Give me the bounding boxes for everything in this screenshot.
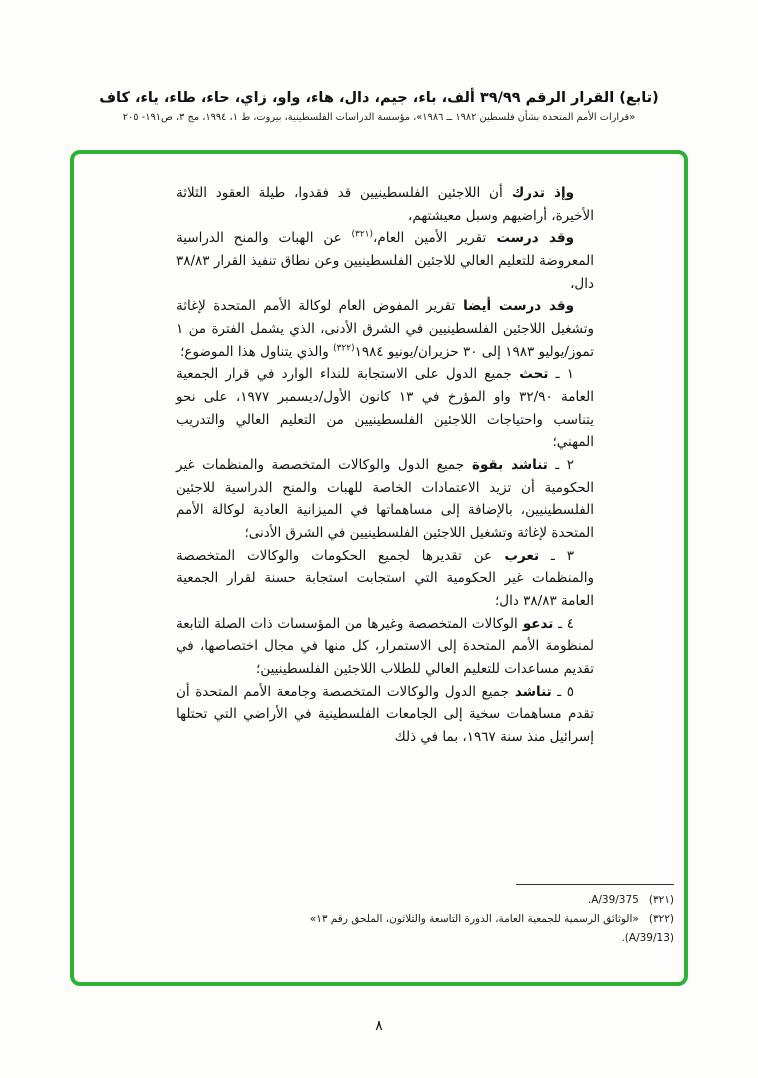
paragraph: وإذ تدرك أن اللاجئين الفلسطينيين قد فقدوا، طيلة العقود الثلاثة الأخيرة، أراضيهم وسبل معيشتهم، xyxy=(176,185,594,224)
footnote xyxy=(294,891,674,910)
resolution-title: (تابع) القرار الرقم ٣٩/٩٩ ألف، باء، جيم، دال، هاء، واو، زاي، حاء، طاء، ياء، كاف xyxy=(99,90,659,106)
paragraph: وقد درست أيضا تقرير المفوض العام لوكالة الأمم المتحدة لإغاثة وتشغيل اللاجئين الفلسطينيين في الشرق الأدنى، الذي يشمل الفترة من ١ تموز/يوليو ١٩٨٣ إلى ٣٠ حزيران/يونيو ١٩٨٤$^{(٣٢٢)}$ والذي يتناول هذا الموضوع؛ xyxy=(176,298,594,360)
footnotes-section xyxy=(294,884,674,948)
footnote-ref: (٣٢٢) xyxy=(333,343,355,354)
paragraph: ١ ـ تحث جميع الدول على الاستجابة للنداء الوارد في قرار الجمعية العامة ٣٢/٩٠ واو المؤرخ في ١٣ كانون الأول/ديسمبر ١٩٧٧، على نحو يتناسب واحتياجات اللاجئين الفلسطينيين من التعليم العالي والتدريب المهني؛ xyxy=(176,366,594,451)
paragraph: ٤ ـ تدعو الوكالات المتخصصة وغيرها من المؤسسات ذات الصلة التابعة لمنظومة الأمم المتحدة إلى الاستمرار، كل منها في مجال اختصاصها، في تقديم مساعدات للتعليم العالي للطلاب اللاجئين الفلسطينيين؛ xyxy=(176,615,594,678)
footnote-marker: (٣٢٢) xyxy=(648,913,674,926)
paragraph: ٥ ـ تناشد جميع الدول والوكالات المتخصصة وجامعة الأمم المتحدة أن تقدم مساهمات سخية إلى الجامعات الفلسطينية في الأراضي التي تحتلها إسرائيل منذ سنة ١٩٦٧، بما في ذلك xyxy=(176,683,594,746)
footnote xyxy=(294,910,674,948)
body-text xyxy=(176,182,594,749)
footnote-text: «الوثائق الرسمية للجمعية العامة، الدورة التاسعة والثلاثون، الملحق رقم ١٣» (A/39/13). xyxy=(309,913,674,945)
page-number: ٨ xyxy=(375,1018,383,1034)
paragraph: ٢ ـ تناشد بقوة جميع الدول والوكالات المتخصصة والمنظمات غير الحكومية أن تزيد الاعتمادات الخاصة للهبات والمنح الدراسية للاجئين الفلسطينيين، بالإضافة إلى مساهماتها في الميزانية العادية لوكالة الأمم المتحدة لإغاثة وتشغيل اللاجئين الفلسطينيين في الشرق الأدنى؛ xyxy=(176,457,594,542)
footnote-ref: (٣٢١) xyxy=(351,229,374,240)
footnote-separator xyxy=(516,884,674,885)
paragraph: وقد درست تقرير الأمين العام،$^{(٣٢١)}$ عن الهبات والمنح الدراسية المعروضة للتعليم العالي للاجئين الفلسطينيين وعن نطاق تنفيذ القرار ٣٨/٨٣ دال، xyxy=(176,229,594,292)
footnote-marker: (٣٢١) xyxy=(648,894,674,907)
source-citation: «قرارات الأمم المتحدة بشأن فلسطين ١٩٨٢ ــ ١٩٨٦»، مؤسسة الدراسات الفلسطينية، بيروت، ط ١، ١٩٩٤، مج ٣، ص١٩١- ٢٠٥ xyxy=(122,112,636,123)
footnote-list xyxy=(294,891,674,948)
content-frame xyxy=(70,150,688,986)
paragraph: ٣ ـ تعرب عن تقديرها لجميع الحكومات والوكالات المتخصصة والمنظمات غير الحكومية التي استجابت استجابة حسنة لقرار الجمعية العامة ٣٨/٨٣ دال؛ xyxy=(176,547,594,610)
page-header xyxy=(0,90,758,123)
footnote-text: A/39/375. xyxy=(587,894,639,907)
